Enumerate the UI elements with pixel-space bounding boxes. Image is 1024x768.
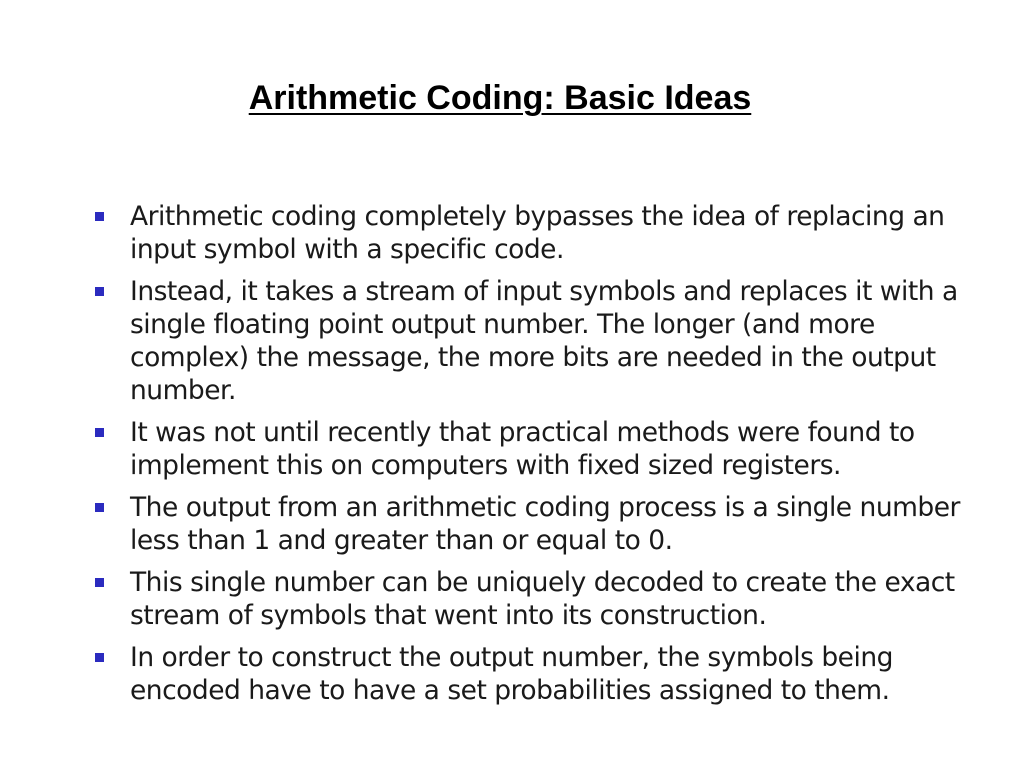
- bullet-item: [92, 491, 962, 557]
- bullet-square-icon: [95, 212, 104, 221]
- bullet-text: Arithmetic coding completely bypasses the idea of replacing an input symbol with a specific code.: [130, 201, 945, 265]
- bullet-text: Instead, it takes a stream of input symbols and replaces it with a single floating point output number. The longer (and more complex) the message, the more bits are needed in the output number.: [130, 276, 958, 406]
- bullet-text: The output from an arithmetic coding process is a single number less than 1 and greater than or equal to 0.: [130, 492, 960, 556]
- bullet-square-icon: [95, 428, 104, 437]
- bullet-square-icon: [95, 287, 104, 296]
- bullet-item: [92, 275, 962, 407]
- bullet-square-icon: [95, 578, 104, 587]
- bullet-list: [92, 200, 962, 716]
- slide-title: Arithmetic Coding: Basic Ideas: [248, 79, 752, 117]
- bullet-item: [92, 641, 962, 707]
- bullet-item: [92, 200, 962, 266]
- bullet-text: In order to construct the output number, the symbols being encoded have to have a set probabilities assigned to them.: [130, 642, 893, 706]
- bullet-square-icon: [95, 653, 104, 662]
- bullet-item: [92, 416, 962, 482]
- bullet-text: This single number can be uniquely decoded to create the exact stream of symbols that went into its construction.: [130, 567, 955, 631]
- bullet-item: [92, 566, 962, 632]
- bullet-square-icon: [95, 503, 104, 512]
- bullet-text: It was not until recently that practical methods were found to implement this on computers with fixed sized registers.: [130, 417, 915, 481]
